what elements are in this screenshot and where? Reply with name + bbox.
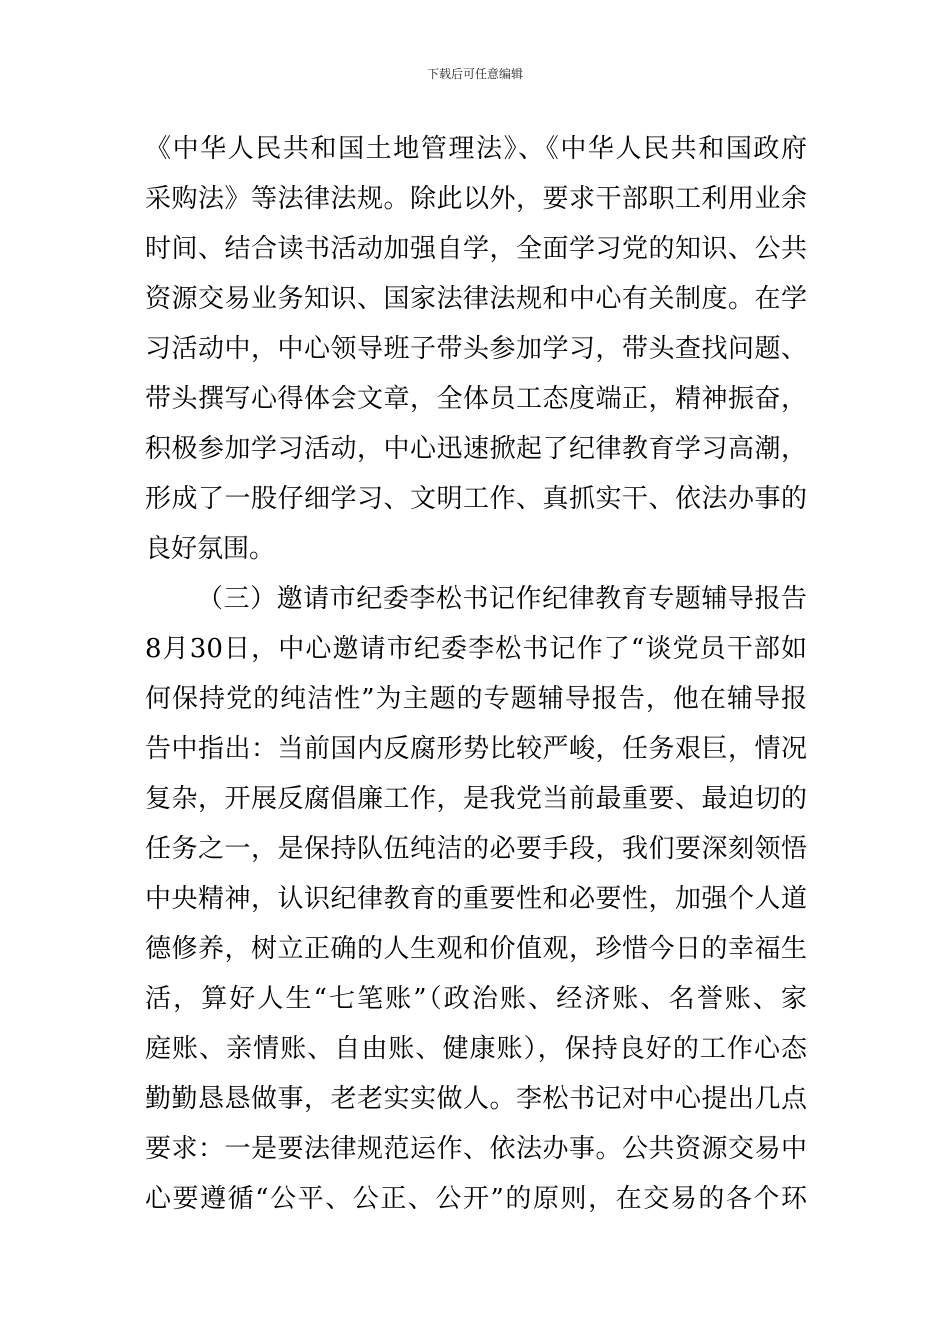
text-line: 告中指出：当前国内反腐形势比较严峻，任务艰巨，情况 bbox=[145, 734, 807, 764]
text-line: 庭账、亲情账、自由账、健康账），保持良好的工作心态 bbox=[145, 1034, 807, 1064]
text-line: 复杂，开展反腐倡廉工作，是我党当前最重要、最迫切的 bbox=[145, 784, 807, 814]
text-line: 何保持党的纯洁性”为主题的专题辅导报告，他在辅导报 bbox=[145, 684, 807, 714]
text-line: 8月30日，中心邀请市纪委李松书记作了“谈党员干部如 bbox=[145, 634, 807, 664]
text-line: 要求：一是要法律规范运作、依法办事。公共资源交易中 bbox=[145, 1134, 807, 1164]
text-line: 积极参加学习活动，中心迅速掀起了纪律教育学习高潮， bbox=[145, 434, 807, 464]
document-body bbox=[145, 124, 807, 1224]
text-line: 形成了一股仔细学习、文明工作、真抓实干、依法办事的 bbox=[145, 484, 807, 514]
text-line: 采购法》等法律法规。除此以外，要求干部职工利用业余 bbox=[145, 184, 807, 214]
text-line: 中央精神，认识纪律教育的重要性和必要性，加强个人道 bbox=[145, 884, 807, 914]
text-line: 德修养，树立正确的人生观和价值观，珍惜今日的幸福生 bbox=[145, 934, 807, 964]
text-line: 资源交易业务知识、国家法律法规和中心有关制度。在学 bbox=[145, 284, 807, 314]
text-line: 任务之一，是保持队伍纯洁的必要手段，我们要深刻领悟 bbox=[145, 834, 807, 864]
section-heading: （三）邀请市纪委李松书记作纪律教育专题辅导报告 bbox=[197, 584, 807, 614]
text-line: 活，算好人生“七笔账”（政治账、经济账、名誉账、家 bbox=[145, 984, 807, 1014]
text-line: 带头撰写心得体会文章，全体员工态度端正，精神振奋， bbox=[145, 384, 807, 414]
text-line-paragraph-end: 良好氛围。 bbox=[145, 534, 276, 564]
text-line: 时间、结合读书活动加强自学，全面学习党的知识、公共 bbox=[145, 234, 807, 264]
text-line: 习活动中，中心领导班子带头参加学习，带头查找问题、 bbox=[145, 334, 807, 364]
text-line: 勤勤恳恳做事，老老实实做人。李松书记对中心提出几点 bbox=[145, 1084, 807, 1114]
page-header-note: 下载后可任意编辑 bbox=[426, 67, 523, 81]
text-line: 《中华人民共和国土地管理法》、《中华人民共和国政府 bbox=[145, 134, 807, 164]
text-line: 心要遵循“公平、公正、公开”的原则，在交易的各个环 bbox=[145, 1184, 807, 1214]
